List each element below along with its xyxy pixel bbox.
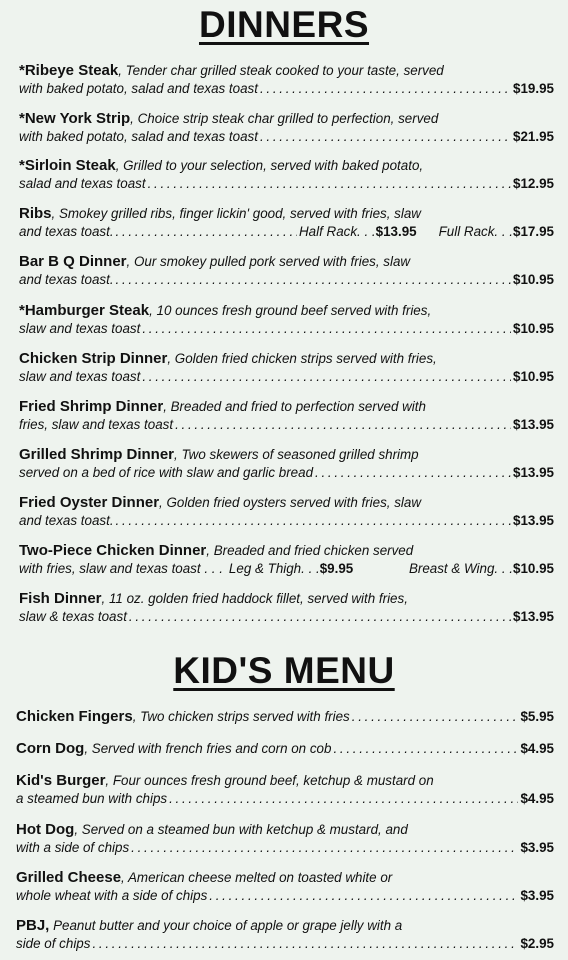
item-description-cont: fries, slaw and texas toast [19, 416, 174, 432]
dot-leader [333, 740, 518, 758]
dot-leader [352, 708, 519, 726]
dot-leader [129, 608, 511, 626]
item-name: Two-Piece Chicken Dinner [19, 542, 207, 559]
item-description: , Served with french fries and corn on cob [84, 741, 332, 756]
item-price: $13.95 [513, 464, 554, 480]
item-description: , Golden fried oysters served with fries, slaw [159, 495, 422, 510]
option-label-half-rack: Half Rack. . . [298, 223, 376, 239]
item-price: $4.95 [520, 790, 554, 806]
option-price-leg-thigh: $9.95 [319, 560, 354, 576]
item-description: , Four ounces fresh ground beef, ketchup & mustard on [105, 773, 434, 788]
item-description: , Two chicken strips served with fries [132, 709, 350, 724]
dot-leader [209, 887, 518, 905]
menu-item-hot-dog [16, 821, 554, 856]
option-label-full-rack: Full Rack. . . [438, 223, 514, 239]
item-description-cont: and texas toast. [19, 223, 114, 239]
item-description-cont: whole wheat with a side of chips [16, 887, 208, 903]
item-description-cont: and texas toast. [19, 271, 114, 287]
item-price: $4.95 [520, 741, 554, 756]
item-description: , Two skewers of seasoned grilled shrimp [174, 447, 419, 462]
item-description: , Smokey grilled ribs, finger lickin' good, served with fries, slaw [51, 206, 421, 221]
menu-item-chicken-strip-dinner [19, 350, 554, 385]
menu-item-grilled-cheese [16, 869, 554, 904]
item-description: , Choice strip steak char grilled to perfection, served [130, 111, 439, 126]
dot-leader [116, 512, 511, 530]
dot-leader [315, 464, 511, 482]
item-price: $3.95 [520, 887, 554, 903]
item-name: Chicken Fingers [16, 708, 133, 725]
item-name: Chicken Strip Dinner [19, 350, 168, 367]
item-name: Grilled Cheese [16, 869, 122, 886]
item-description: Peanut butter and your choice of apple or grape jelly with a [49, 918, 403, 933]
item-price: $10.95 [513, 368, 554, 384]
item-price: $5.95 [520, 709, 554, 724]
item-name: Grilled Shrimp Dinner [19, 446, 175, 463]
menu-item-pbj [16, 917, 554, 952]
dinners-heading [0, 4, 568, 46]
dot-leader [142, 368, 511, 386]
dot-leader [175, 416, 511, 434]
menu-item-ribeye-steak [19, 62, 554, 97]
item-price: $10.95 [513, 320, 554, 336]
menu-item-kids-burger [16, 772, 554, 807]
item-description: , Breaded and fried chicken served [206, 543, 414, 558]
menu-item-sirloin-steak [19, 157, 554, 192]
menu-item-hamburger-steak [19, 302, 554, 337]
dot-leader [169, 790, 518, 808]
item-price: $12.95 [513, 175, 554, 191]
menu-item-bar-b-q-dinner [19, 253, 554, 288]
menu-item-ribs [19, 205, 554, 240]
item-description-cont: a steamed bun with chips [16, 790, 168, 806]
item-name: PBJ, [16, 917, 50, 934]
item-description: , Golden fried chicken strips served with fries, [167, 351, 437, 366]
item-description-cont: slaw and texas toast [19, 320, 141, 336]
item-description: , Our smokey pulled pork served with fries, slaw [126, 254, 411, 269]
item-description-cont: served on a bed of rice with slaw and garlic bread [19, 464, 314, 480]
item-name: Ribs [19, 205, 52, 222]
item-name: Fried Oyster Dinner [19, 494, 160, 511]
menu-item-corn-dog [16, 740, 554, 758]
item-price: $19.95 [513, 80, 554, 96]
item-name: Bar B Q Dinner [19, 253, 127, 270]
item-price: $13.95 [513, 416, 554, 432]
item-name: Corn Dog [16, 740, 85, 757]
kids-menu-heading [0, 650, 568, 692]
option-label-leg-thigh: Leg & Thigh. . . [228, 560, 320, 576]
item-description: , American cheese melted on toasted white or [121, 870, 393, 885]
dot-leader [116, 271, 511, 289]
item-description: , Tender char grilled steak cooked to your taste, served [118, 63, 444, 78]
item-description-cont: with baked potato, salad and texas toast [19, 80, 258, 96]
item-name: *Hamburger Steak [19, 302, 150, 319]
option-label-breast-wing: Breast & Wing. . . [408, 560, 514, 576]
menu-item-grilled-shrimp-dinner [19, 446, 554, 481]
kids-menu-heading-text: KID'S MENU [173, 650, 395, 691]
item-name: Hot Dog [16, 821, 75, 838]
dot-leader [116, 223, 297, 241]
item-price: $3.95 [520, 839, 554, 855]
dot-leader [260, 80, 511, 98]
item-description-cont: slaw & texas toast [19, 608, 127, 624]
menu-item-two-piece-chicken-dinner [19, 542, 554, 577]
option-price-breast-wing: $10.95 [513, 560, 554, 576]
menu-item-fried-oyster-dinner [19, 494, 554, 529]
item-description-cont: and texas toast. [19, 512, 114, 528]
menu-item-chicken-fingers [16, 708, 554, 726]
item-description-cont: side of chips [16, 935, 91, 951]
item-description: , Served on a steamed bun with ketchup & mustard, and [74, 822, 408, 837]
option-price-half-rack: $13.95 [375, 223, 417, 239]
item-name: *New York Strip [19, 110, 131, 127]
menu-item-fried-shrimp-dinner [19, 398, 554, 433]
item-price: $13.95 [513, 608, 554, 624]
item-name: Fried Shrimp Dinner [19, 398, 164, 415]
item-description: , Grilled to your selection, served with baked potato, [115, 158, 424, 173]
item-price: $10.95 [513, 271, 554, 287]
item-description-cont: with baked potato, salad and texas toast [19, 128, 258, 144]
dot-leader [142, 320, 511, 338]
item-description-cont: with fries, slaw and texas toast . . . [19, 560, 223, 576]
item-description-cont: slaw and texas toast [19, 368, 141, 384]
item-description-cont: salad and texas toast [19, 175, 146, 191]
item-name: Kid's Burger [16, 772, 106, 789]
item-description-cont: with a side of chips [16, 839, 130, 855]
dot-leader [131, 839, 518, 857]
item-name: *Sirloin Steak [19, 157, 116, 174]
dot-leader [148, 175, 511, 193]
item-price: $21.95 [513, 128, 554, 144]
item-description: , 11 oz. golden fried haddock fillet, served with fries, [101, 591, 408, 606]
item-name: *Ribeye Steak [19, 62, 119, 79]
menu-item-fish-dinner [19, 590, 554, 625]
item-description: , Breaded and fried to perfection served with [163, 399, 426, 414]
item-price: $13.95 [513, 512, 554, 528]
dot-leader [92, 935, 518, 953]
dot-leader [260, 128, 511, 146]
option-price-full-rack: $17.95 [513, 223, 554, 239]
dinners-heading-text: DINNERS [198, 4, 370, 45]
item-name: Fish Dinner [19, 590, 102, 607]
item-description: , 10 ounces fresh ground beef served with fries, [149, 303, 432, 318]
item-price: $2.95 [520, 935, 554, 951]
menu-item-new-york-strip [19, 110, 554, 145]
